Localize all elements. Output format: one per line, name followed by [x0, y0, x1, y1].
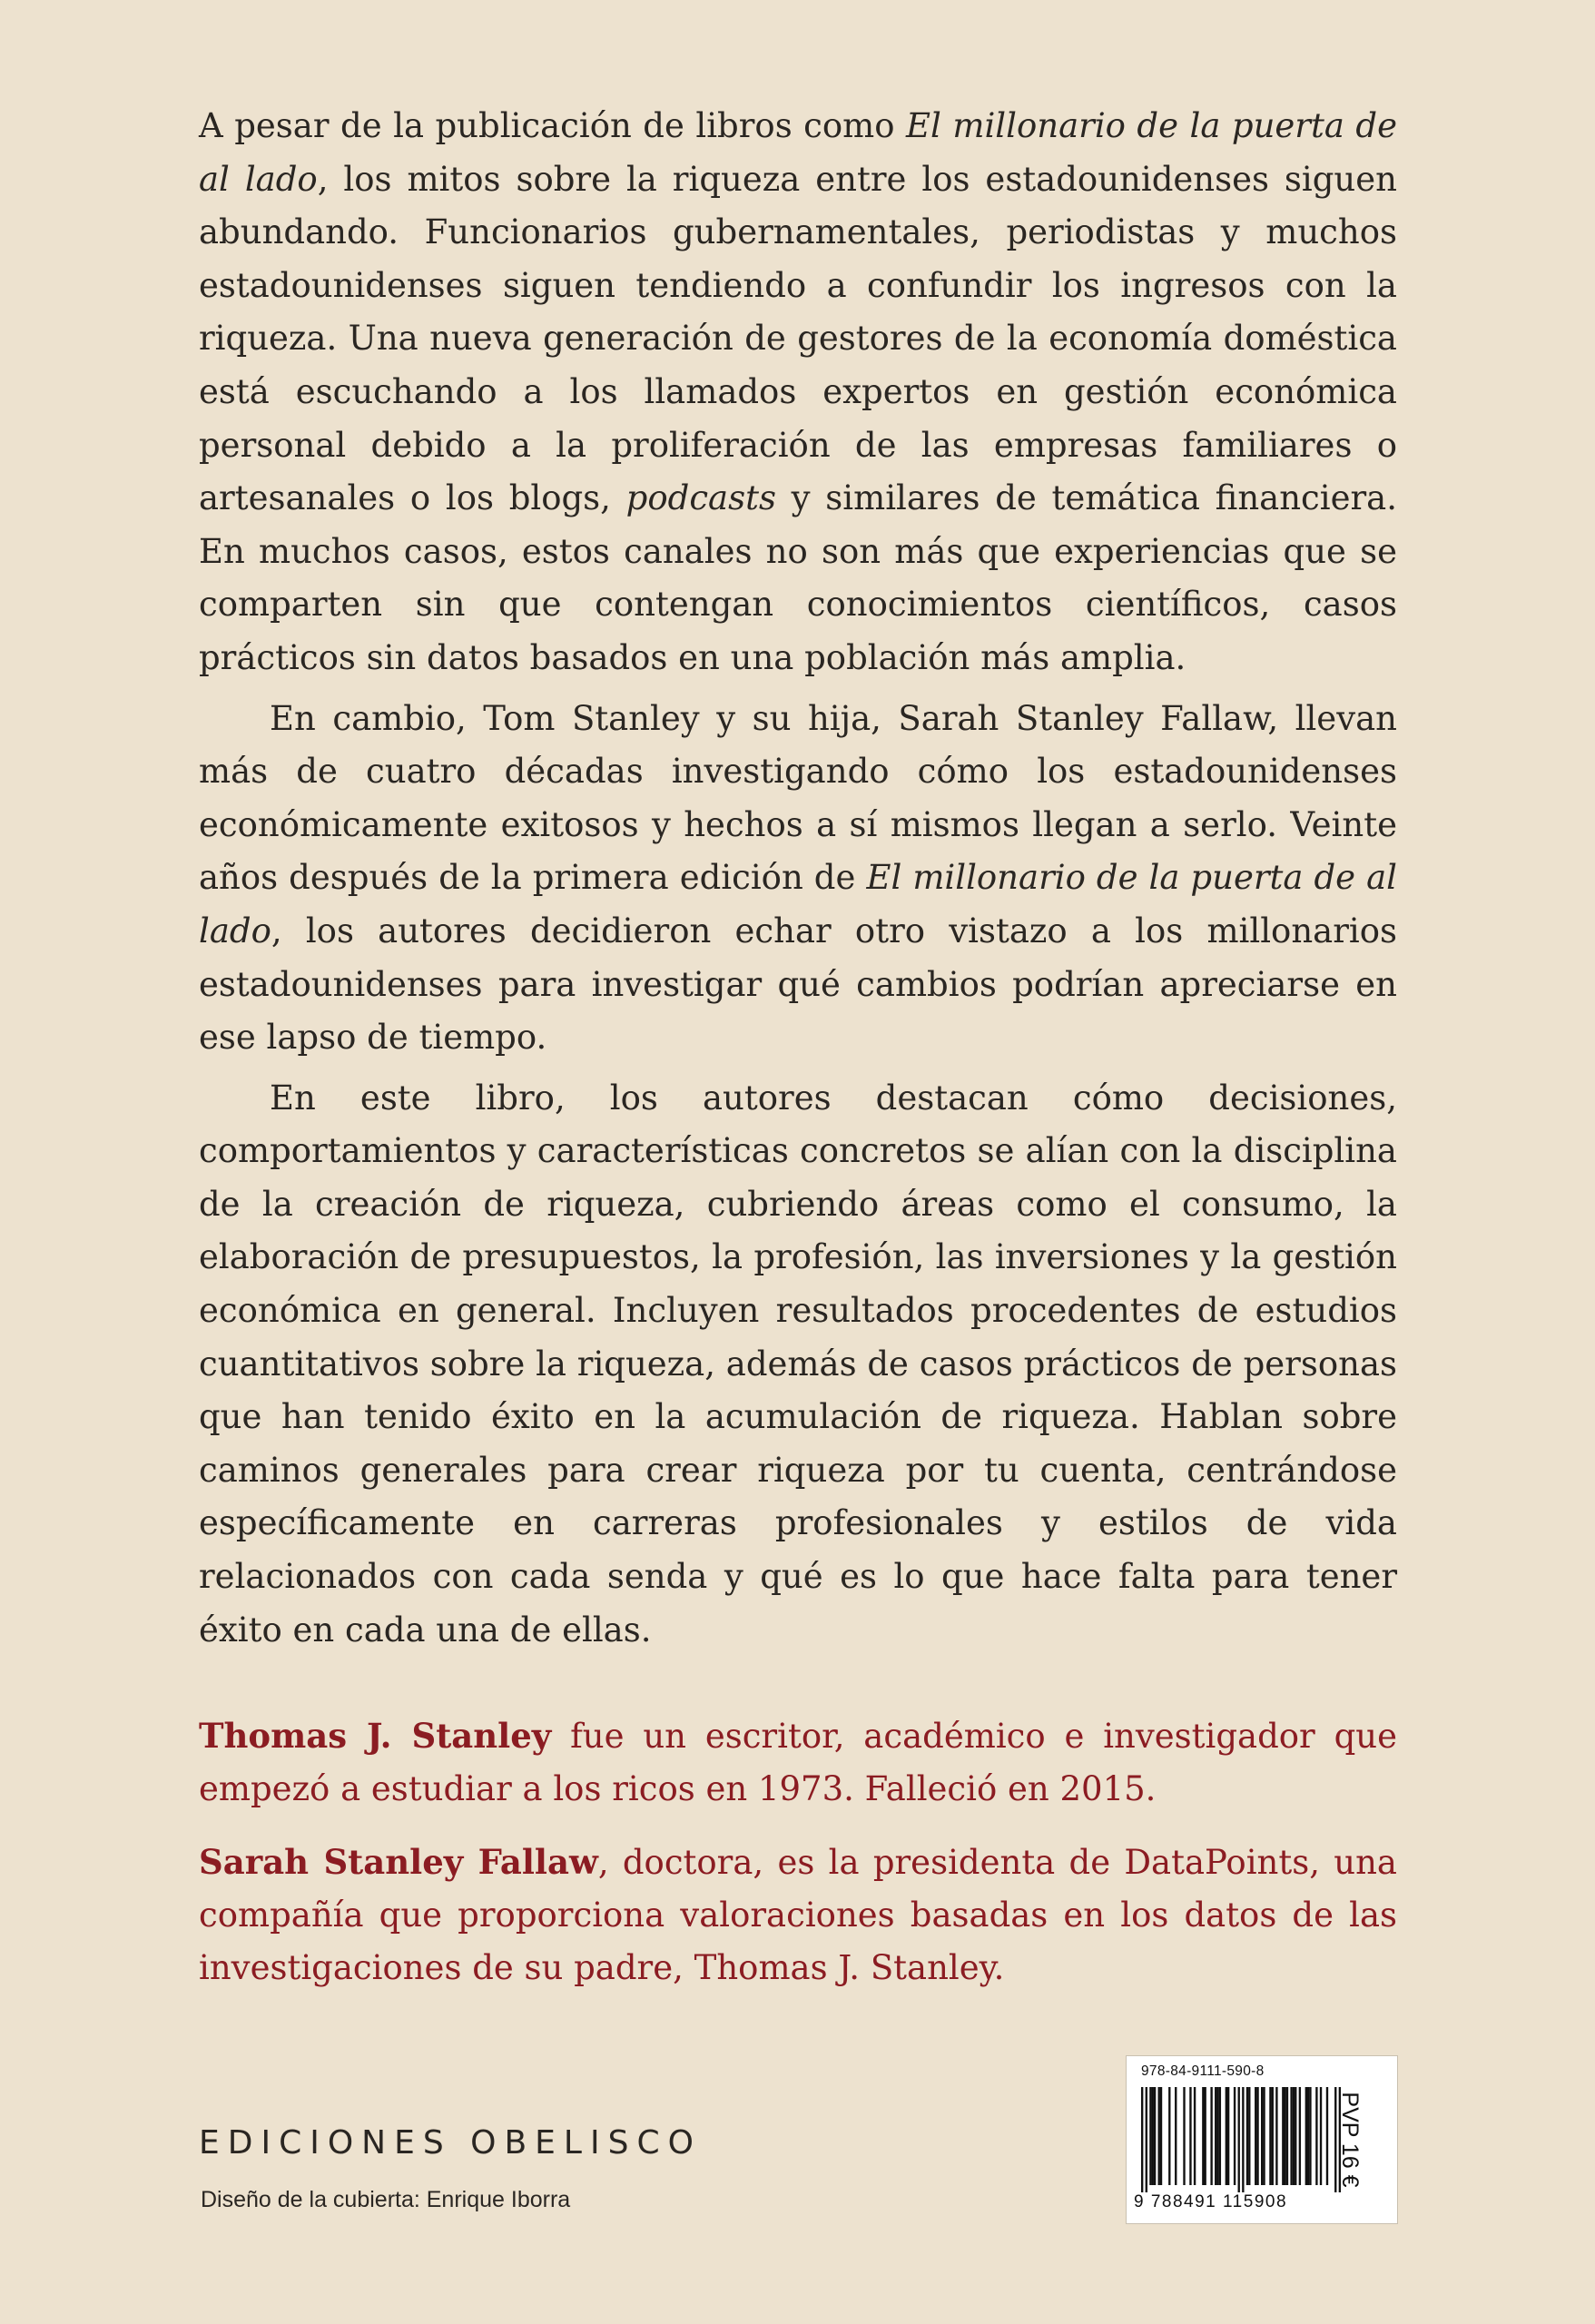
barcode-bar: [1246, 2087, 1248, 2185]
barcode-bar: [1284, 2087, 1285, 2185]
barcode-bar: [1183, 2087, 1185, 2185]
barcode-bar: [1168, 2087, 1170, 2185]
author-bio-text: , doctora, es la presidenta de DataPoints, una compañía que proporciona valoraciones basadas en los datos de las investigaciones de su padre, Thomas J. Stanley.: [199, 1843, 1397, 1987]
publisher-name: EDICIONES OBELISCO: [199, 2124, 702, 2162]
author-bio-2: [199, 1836, 1397, 1994]
synopsis-paragraph-1: [199, 100, 1397, 685]
barcode-bar: [1248, 2087, 1250, 2185]
synopsis-text: , los autores decidieron echar otro vistazo a los millonarios estadounidenses para investigar qué cambios podrían apreciarse en ese lapso de tiempo.: [199, 911, 1397, 1058]
barcode-bar: [1154, 2087, 1156, 2185]
synopsis: [199, 100, 1397, 1664]
barcode-bar: [1263, 2087, 1265, 2185]
barcode-bar: [1305, 2087, 1307, 2185]
podcasts-italic: podcasts: [625, 478, 776, 518]
barcode-bar: [1158, 2087, 1160, 2185]
isbn-number: 978-84-9111-590-8: [1141, 2063, 1265, 2079]
author-name: Sarah Stanley Fallaw: [199, 1842, 598, 1882]
synopsis-paragraph-2: [199, 693, 1397, 1065]
barcode-bar: [1272, 2087, 1274, 2185]
barcode-bar: [1299, 2087, 1301, 2185]
barcode-bar: [1210, 2087, 1212, 2185]
price-label: PVP 16 €: [1337, 2092, 1363, 2188]
barcode-bar: [1256, 2087, 1258, 2185]
barcode-bar: [1307, 2087, 1309, 2185]
barcode-bar: [1275, 2087, 1277, 2185]
barcode-bar: [1295, 2087, 1296, 2185]
barcode-bar: [1242, 2087, 1244, 2192]
barcode-bar: [1226, 2087, 1227, 2185]
barcode-bar: [1315, 2087, 1317, 2185]
barcode-bars: [1141, 2087, 1341, 2192]
synopsis-paragraph-3: En este libro, los autores destacan cómo decisiones, comportamientos y características concretos se alían con la disciplina de la creación de riqueza, cubriendo áreas como el consumo, la elaboración de presupuestos, la profesión, las inversiones y la gestión económica en general. Incluyen resultados procedentes de estudios cuantitativos sobre la riqueza, además de casos prácticos de personas que han tenido éxito en la acumulación de riqueza. Hablan sobre caminos generales para crear riqueza por tu cuenta, centrándose específicamente en carreras profesionales y estilos de vida relacionados con cada senda y qué es lo que hace falta para tener éxito en cada una de ellas.: [199, 1078, 1397, 1649]
barcode-bar: [1261, 2087, 1263, 2185]
barcode-bar: [1175, 2087, 1177, 2185]
barcode-bar: [1293, 2087, 1295, 2185]
barcode-bar: [1194, 2087, 1196, 2185]
barcode-bar: [1286, 2087, 1288, 2185]
barcode-bar: [1326, 2087, 1328, 2185]
synopsis-text: y similares de temática financiera. En muchos casos, estos canales no son más que experiencias que se comparten sin que contengan conocimientos científicos, casos prácticos sin datos basados en una población más amplia.: [199, 478, 1398, 677]
barcode-bar: [1290, 2087, 1292, 2185]
barcode-bar: [1215, 2087, 1216, 2185]
book-title-italic: El millonario de la puerta de al lado: [199, 858, 1398, 950]
barcode-bar: [1234, 2087, 1236, 2185]
barcode-bar: [1309, 2087, 1311, 2185]
author-bio-1: [199, 1709, 1397, 1816]
synopsis-text: , los mitos sobre la riqueza entre los estadounidenses siguen abundando. Funcionarios gubernamentales, periodistas y muchos estadounidenses siguen tendiendo a confundir los ingresos con la riqueza. Una nueva generación de gestores de la economía doméstica está escuchando a los llamados expertos en gestión económica personal debido a la proliferación de las empresas familiares o artesanales o los blogs,: [199, 159, 1397, 518]
book-title-italic: El millonario de la puerta de al lado: [199, 106, 1398, 199]
barcode-bar: [1204, 2087, 1206, 2185]
barcode-bar: [1320, 2087, 1322, 2185]
barcode-bar: [1141, 2087, 1143, 2192]
barcode-bar: [1216, 2087, 1218, 2185]
barcode-bar: [1238, 2087, 1240, 2192]
barcode-bar: [1146, 2087, 1147, 2192]
author-bio-text: fue un escritor, académico e investigador que empezó a estudiar a los ricos en 1973. Falleció en 2015.: [199, 1717, 1397, 1808]
barcode-bar: [1227, 2087, 1229, 2185]
ean-number: 9 788491 115908: [1134, 2192, 1288, 2211]
barcode-bar: [1255, 2087, 1256, 2185]
author-name: Thomas J. Stanley: [199, 1716, 552, 1756]
barcode-bar: [1160, 2087, 1162, 2185]
barcode-bar: [1219, 2087, 1221, 2185]
barcode-bar: [1202, 2087, 1204, 2185]
barcode-bar: [1152, 2087, 1154, 2185]
barcode-bar: [1149, 2087, 1151, 2185]
author-bios: [199, 1709, 1397, 2014]
synopsis-text: En cambio, Tom Stanley y su hija, Sarah Stanley Fallaw, llevan más de cuatro décadas investigando cómo los estadounidenses económicamente exitosos y hechos a sí mismos llegan a serlo. Veinte años después de la primera edición de: [199, 698, 1397, 898]
cover-design-credit: Diseño de la cubierta: Enrique Iborra: [201, 2187, 571, 2212]
barcode-bar: [1282, 2087, 1284, 2185]
synopsis-text: A pesar de la publicación de libros como: [199, 106, 907, 145]
barcode-bar: [1269, 2087, 1271, 2185]
barcode-bar: [1189, 2087, 1191, 2185]
barcode-box: [1126, 2055, 1398, 2224]
